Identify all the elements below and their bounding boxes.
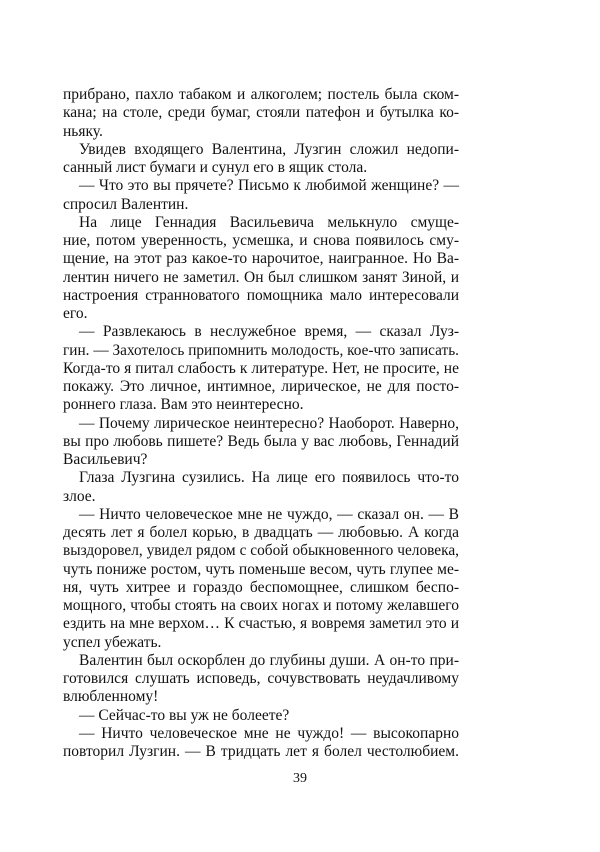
text-line: влюбленному! [63,688,159,706]
text-line: ньяку. [63,122,103,140]
text-line: Глаза Лузгина сузились. На лице его появилось что-то [79,469,459,487]
text-line: кана; на столе, среди бумаг, стояли патефон и бутылка ко- [63,104,459,122]
text-line: На лице Геннадия Васильевича мелькнуло смуще- [79,213,459,231]
text-line: санный лист бумаги и сунул его в ящик стола. [63,159,368,176]
text-line: успел убежать. [63,633,162,651]
text-line: Когда-то я питал слабость к литературе. Нет, не просите, не [63,359,459,377]
text-line: выздоровел, увидел рядом с собой обыкновенного человека, [63,542,459,560]
text-line: — Сейчас-то вы уж не болеете? [79,706,290,724]
text-line: мощного, чтобы стоять на своих ногах и потому желавшего [63,597,459,614]
text-line: повторил Лузгин. — В тридцать лет я болел честолюбием. [63,743,459,760]
text-line: — Ничто человеческое мне не чуждо! — высокопарно [79,724,459,742]
text-line: — Развлекаюсь в неслужебное время, — сказал Луз- [79,323,459,341]
text-line: гин. — Захотелось припомнить молодость, кое-что записать. [63,341,459,359]
text-line: роннего глаза. Вам это неинтересно. [63,396,304,414]
text-line: злое. [63,487,96,505]
text-line: ние, потом уверенность, усмешка, и снова появилось сму- [63,232,459,249]
text-line: покажу. Это личное, интимное, лирическое, не для посто- [63,378,459,395]
body-text [63,86,459,761]
text-line: Валентин был оскорблен до глубины души. А он-то при- [79,651,459,669]
text-line: Увидев входящего Валентина, Лузгин сложил недопи- [79,140,459,158]
text-line: вы про любовь пишете? Ведь была у вас любовь, Геннадий [63,432,459,450]
text-line: прибрано, пахло табаком и алкоголем; постель была ском- [63,86,459,103]
text-line: настроения странноватого помощника мало интересовали [63,286,459,304]
text-line: щение, на этот раз какое-то нарочитое, наигранное. Но Ва- [63,250,459,268]
text-line: его. [63,305,88,322]
text-line: чуть пониже ростом, чуть поменьше весом, чуть глупее ме- [63,560,459,578]
text-line: лентин ничего не заметил. Он был слишком занят Зиной, и [63,268,459,286]
text-line: десять лет я болел корью, в двадцать — любовью. А когда [63,524,459,541]
text-line: — Почему лирическое неинтересно? Наоборот. Наверно, [79,414,459,432]
text-line: спросил Валентин. [63,195,189,213]
text-line: ездить на мне верхом… К счастью, я вовремя заметил это и [63,615,459,633]
text-line: — Ничто человеческое мне не чуждо, — сказал он. — В [79,505,459,523]
page-number: 39 [293,771,307,786]
text-line: Васильевич? [63,451,148,468]
text-line: ня, чуть хитрее и гораздо беспомощнее, слишком беспо- [63,578,459,596]
text-line: — Что это вы прячете? Письмо к любимой женщине? — [79,177,459,195]
text-line: готовился слушать исповедь, сочувствовать неудачливому [63,670,459,687]
